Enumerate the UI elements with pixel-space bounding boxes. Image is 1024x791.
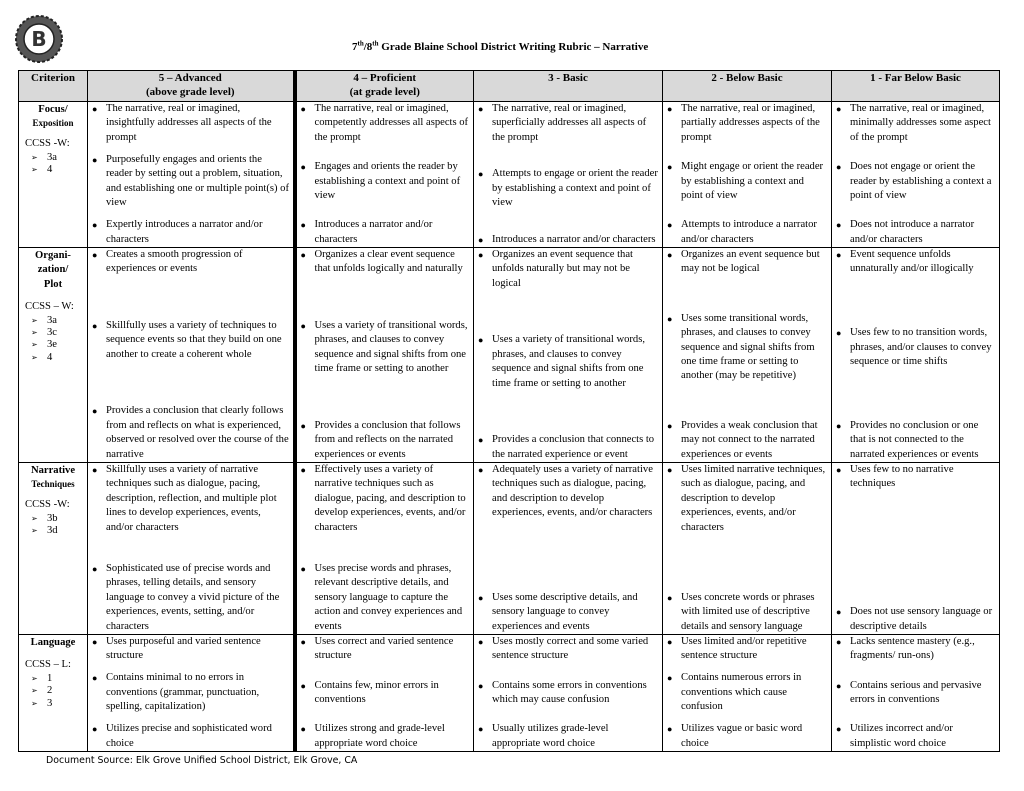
descriptor-text: The narrative, real or imagined, superficially addresses all aspects of the prompt [492,103,647,143]
descriptor-text: Skillfully uses a variety of narrative techniques such as dialogue, pacing, description, reflection, and multiple plot lines to develop experiences, events, and/or characters [106,464,277,533]
bullet-icon: ● [478,680,484,691]
descriptor-cell [474,248,663,463]
descriptor-bullet [663,419,831,462]
descriptor-text: Skillfully uses a variety of techniques to sequence events so that they build on one another to create a coherent whole [106,319,282,360]
standard-item: ➢ 3 [31,697,53,709]
bullet-icon: ● [92,104,98,114]
descriptor-bullet [297,218,474,247]
descriptor-cell [474,102,663,248]
descriptor-bullet [297,419,474,462]
descriptor-text: The narrative, real or imagined, partially addresses aspects of the prompt [681,103,820,143]
descriptor-text: Uses few to no narrative techniques [850,464,954,490]
standard-item: ➢ 2 [31,685,53,697]
bullet-icon: ● [300,320,306,331]
arrow-bullet-icon: ➢ [31,340,38,350]
bullet-icon: ● [478,637,484,647]
bullet-icon: ● [478,465,484,475]
standard-item: ➢ 3b [31,512,58,524]
bullet-icon: ● [92,220,98,231]
descriptor-bullet [88,102,293,145]
bullet-icon: ● [667,313,673,324]
arrow-bullet-icon: ➢ [31,328,38,338]
header-cell: 5 – Advanced (above grade level) [88,71,295,102]
descriptor-bullet [832,679,999,708]
descriptor-bullet [663,463,831,535]
descriptor-cell [663,102,832,248]
descriptor-text: Sophisticated use of precise words and phrases, telling details, and sensory language to convey a vivid picture of the experiences, events, setting, and/or characters [106,562,280,632]
descriptor-bullet [474,591,662,634]
bullet-icon: ● [92,250,98,260]
header-cell: 4 – Proficient (at grade level) [295,71,474,102]
descriptor-text: The narrative, real or imagined, minimally addresses some aspect of the prompt [850,103,991,143]
ccss-label: CCSS -W: [25,138,70,150]
rubric-row [19,102,1000,248]
descriptor-bullet [832,160,999,203]
descriptor-text: Uses limited narrative techniques, such as dialogue, pacing, and description to develop experiences, events, and/or characters [681,464,826,533]
descriptor-text: Provides a conclusion that connects to the narrated experience or event [492,434,655,460]
descriptor-bullet [88,248,293,277]
descriptor-bullet [474,248,662,291]
bullet-icon: ● [300,104,306,114]
descriptor-text: Contains few, minor errors in conventions [314,679,439,705]
descriptor-bullet [663,722,831,751]
standards-list [19,315,87,365]
descriptor-text: Effectively uses a variety of narrative techniques such as dialogue, pacing, and description to develop experiences, events, and/or characters [314,464,466,533]
descriptor-cell [663,463,832,635]
bullet-icon: ● [836,328,842,339]
header-cell: Criterion [19,71,88,102]
bullet-icon: ● [92,563,98,574]
descriptor-text: Lacks sentence mastery (e.g., fragments/ run-ons) [850,636,975,662]
descriptor-text: The narrative, real or imagined, insightfully addresses all aspects of the prompt [106,103,272,143]
descriptor-cell [295,463,474,635]
standards-list [19,673,87,710]
descriptor-cell [832,248,1000,463]
descriptor-bullet [474,102,662,145]
descriptor-text: Utilizes strong and grade-level appropriate word choice [314,723,445,749]
descriptor-cell [295,635,474,752]
descriptor-cell [663,635,832,752]
descriptor-bullet [663,635,831,664]
descriptor-text: Utilizes vague or basic word choice [681,723,803,749]
criterion-cell [19,102,88,248]
descriptor-text: Introduces a narrator and/or characters [314,219,433,245]
descriptor-bullet [88,463,293,535]
descriptor-bullet [832,463,999,492]
descriptor-text: Attempts to introduce a narrator and/or characters [681,219,817,245]
descriptor-text: Uses precise words and phrases, relevant descriptive details, and sensory language to capture the action and convey experiences and events [314,562,463,632]
bullet-icon: ● [667,250,673,260]
descriptor-text: Organizes a clear event sequence that unfolds logically and naturally [314,249,463,275]
page-title: 7th/8th Grade Blaine School District Writing Rubric – Narrative [352,39,649,53]
descriptor-bullet [88,319,293,362]
bullet-icon: ● [300,465,306,475]
descriptor-text: Contains minimal to no errors in conventions (grammar, punctuation, spelling, capitalization) [106,672,260,713]
criterion-name: Organi-zation/ Plot [35,250,71,290]
descriptor-bullet [832,218,999,247]
standard-item: ➢ 3a [31,314,57,326]
arrow-bullet-icon: ➢ [31,686,38,696]
descriptor-cell [88,248,295,463]
descriptor-text: Uses few to no transition words, phrases, and/or clauses to convey sequence or time shifts [850,327,992,367]
descriptor-text: Adequately uses a variety of narrative techniques such as dialogue, pacing, and description to develop experiences, events, and/or characters [492,464,653,519]
descriptor-text: Does not engage or orient the reader by establishing a context a point of view [850,161,992,201]
bullet-icon: ● [92,673,98,684]
criterion-name: Language [30,637,76,648]
bullet-icon: ● [478,250,484,260]
descriptor-bullet [663,671,831,714]
bullet-icon: ● [836,680,842,691]
bullet-icon: ● [836,162,842,173]
descriptor-bullet [297,463,474,535]
rubric-table [18,70,1000,752]
arrow-bullet-icon: ➢ [31,315,38,325]
descriptor-cell [474,463,663,635]
descriptor-text: Does not introduce a narrator and/or characters [850,219,975,245]
descriptor-bullet [832,635,999,664]
bullet-icon: ● [478,435,484,446]
descriptor-text: Might engage or orient the reader by establishing a context and point of view [681,161,824,201]
descriptor-text: Contains some errors in conventions which may cause confusion [492,679,647,705]
descriptor-cell [295,102,474,248]
descriptor-bullet [663,160,831,203]
bullet-icon: ● [836,250,842,260]
bullet-icon: ● [92,406,98,417]
rubric-row [19,463,1000,635]
bullet-icon: ● [667,637,673,647]
standards-list [19,152,87,177]
bullet-icon: ● [667,162,673,173]
descriptor-text: Event sequence unfolds unnaturally and/or illogically [850,249,974,275]
descriptor-text: Uses mostly correct and some varied sentence structure [492,636,649,662]
descriptor-text: Uses some transitional words, phrases, and clauses to convey sequence and signal shifts from one time frame or setting to another (may be repetitive) [681,312,815,382]
descriptor-bullet [474,333,662,391]
descriptor-bullet [297,160,474,203]
bullet-icon: ● [667,592,673,603]
standard-item: ➢ 3d [31,525,58,537]
arrow-bullet-icon: ➢ [31,165,38,175]
district-logo [14,14,64,64]
rubric-row [19,248,1000,463]
bullet-icon: ● [478,335,484,346]
descriptor-bullet [88,562,293,634]
descriptor-cell [295,248,474,463]
bullet-icon: ● [300,637,306,647]
descriptor-bullet [297,722,474,751]
bullet-icon: ● [300,250,306,260]
bullet-icon: ● [92,724,98,735]
descriptor-text: Utilizes precise and sophisticated word choice [106,723,272,749]
arrow-bullet-icon: ➢ [31,673,38,683]
arrow-bullet-icon: ➢ [31,152,38,162]
document-source: Document Source: Elk Grove Unified School District, Elk Grove, CA [46,755,358,766]
descriptor-text: Uses a variety of transitional words, phrases, and clauses to convey sequence and signal shifts from one time frame or setting to another [492,334,645,389]
arrow-bullet-icon: ➢ [31,526,38,536]
bullet-icon: ● [300,162,306,173]
descriptor-cell [88,635,295,752]
descriptor-text: Uses limited and/or repetitive sentence structure [681,636,807,662]
bullet-icon: ● [300,220,306,231]
header-cell: 1 - Far Below Basic [832,71,1000,102]
criterion-cell [19,248,88,463]
descriptor-bullet [297,635,474,664]
descriptor-bullet [663,218,831,247]
descriptor-text: Purposefully engages and orients the reader by setting out a problem, situation, and establishing one or multiple point(s) of view [106,153,290,209]
descriptor-bullet [474,679,662,708]
standard-item: ➢ 4 [31,351,53,363]
descriptor-bullet [474,433,662,462]
bullet-icon: ● [667,465,673,475]
standard-item: ➢ 3e [31,339,57,351]
header-cell: 2 - Below Basic [663,71,832,102]
descriptor-bullet [88,635,293,664]
descriptor-text: Provides no conclusion or one that is not connected to the narrated experiences or events [850,419,979,460]
descriptor-cell [832,463,1000,635]
descriptor-bullet [474,635,662,664]
descriptor-text: Contains serious and pervasive errors in conventions [850,679,982,705]
bullet-icon: ● [92,637,98,647]
descriptor-bullet [88,722,293,751]
descriptor-text: Organizes an event sequence that unfolds naturally but may not be logical [492,249,633,289]
descriptor-cell [832,102,1000,248]
descriptor-text: Does not use sensory language or descriptive details [850,606,993,632]
descriptor-bullet [297,562,474,634]
descriptor-cell [88,463,295,635]
criterion-cell [19,463,88,635]
standard-item: ➢ 1 [31,672,53,684]
bullet-icon: ● [478,234,484,245]
ccss-label: CCSS -W: [25,499,70,511]
descriptor-bullet [663,102,831,145]
descriptor-text: Attempts to engage or orient the reader by establishing a context and point of view [492,168,658,209]
bullet-icon: ● [300,563,306,574]
criterion-cell [19,635,88,752]
descriptor-text: Engages and orients the reader by establishing a context and point of view [314,161,461,201]
descriptor-bullet [88,153,293,211]
standard-item: ➢ 3a [31,151,57,163]
bullet-icon: ● [836,465,842,475]
rubric-header-row [19,71,1000,102]
logo-letter: B [31,27,47,51]
descriptor-bullet [663,312,831,384]
standard-item: ➢ 4 [31,164,53,176]
descriptor-bullet [832,722,999,751]
descriptor-text: Expertly introduces a narrator and/or characters [106,219,263,245]
arrow-bullet-icon: ➢ [31,352,38,362]
descriptor-text: The narrative, real or imagined, competently addresses all aspects of the prompt [314,103,469,143]
bullet-icon: ● [478,169,484,180]
descriptor-bullet [663,591,831,634]
descriptor-bullet [474,463,662,521]
descriptor-bullet [474,167,662,210]
descriptor-cell [88,102,295,248]
criterion-name: Focus/ [38,104,68,115]
ccss-label: CCSS – W: [25,301,74,313]
descriptor-text: Provides a conclusion that clearly follows from and reflects on what is experienced, observed or resolved over the course of the narrative [106,405,289,460]
arrow-bullet-icon: ➢ [31,513,38,523]
bullet-icon: ● [667,420,673,431]
descriptor-text: Organizes an event sequence but may not be logical [681,249,820,275]
bullet-icon: ● [478,104,484,114]
criterion-subtitle: Techniques [31,479,75,490]
descriptor-text: Provides a conclusion that follows from and reflects on the narrated experiences or events [314,419,461,460]
descriptor-cell [663,248,832,463]
bullet-icon: ● [836,220,842,231]
header-cell: 3 - Basic [474,71,663,102]
bullet-icon: ● [667,673,673,684]
descriptor-bullet [663,248,831,277]
bullet-icon: ● [667,104,673,114]
descriptor-bullet [297,102,474,145]
descriptor-bullet [474,233,662,247]
standard-item: ➢ 3c [31,327,57,339]
criterion-name: Narrative [30,465,76,476]
descriptor-text: Uses some descriptive details, and sensory language to convey experiences and events [492,591,638,632]
bullet-icon: ● [836,607,842,618]
bullet-icon: ● [478,592,484,603]
descriptor-text: Creates a smooth progression of experiences or events [106,249,243,275]
descriptor-bullet [88,671,293,714]
descriptor-cell [832,635,1000,752]
bullet-icon: ● [836,104,842,114]
bullet-icon: ● [300,420,306,431]
descriptor-bullet [832,326,999,369]
bullet-icon: ● [92,154,98,165]
standards-list [19,513,87,538]
descriptor-text: Uses a variety of transitional words, phrases, and clauses to convey sequence and signal shifts from one time frame or setting to another [314,319,468,375]
bullet-icon: ● [836,724,842,735]
bullet-icon: ● [836,420,842,431]
descriptor-bullet [88,404,293,462]
bullet-icon: ● [667,724,673,735]
bullet-icon: ● [478,724,484,735]
bullet-icon: ● [300,680,306,691]
descriptor-bullet [88,218,293,247]
descriptor-bullet [832,102,999,145]
bullet-icon: ● [92,465,98,475]
descriptor-text: Uses concrete words or phrases with limited use of descriptive details and sensory language [681,591,815,632]
criterion-subtitle: Exposition [32,118,74,129]
descriptor-text: Usually utilizes grade-level appropriate word choice [492,723,609,749]
rubric-row [19,635,1000,752]
arrow-bullet-icon: ➢ [31,698,38,708]
descriptor-bullet [474,722,662,751]
descriptor-bullet [832,419,999,462]
descriptor-bullet [832,605,999,634]
descriptor-bullet [297,319,474,377]
descriptor-bullet [297,248,474,277]
descriptor-text: Contains numerous errors in conventions which cause confusion [681,672,802,713]
bullet-icon: ● [667,220,673,231]
descriptor-bullet [297,679,474,708]
ccss-label: CCSS – L: [25,659,71,671]
bullet-icon: ● [836,637,842,647]
bullet-icon: ● [92,320,98,331]
bullet-icon: ● [300,724,306,735]
descriptor-text: Introduces a narrator and/or characters [492,233,656,245]
descriptor-text: Uses purposeful and varied sentence structure [106,636,261,662]
descriptor-text: Uses correct and varied sentence structure [314,636,454,662]
descriptor-bullet [832,248,999,277]
descriptor-cell [474,635,663,752]
descriptor-text: Provides a weak conclusion that may not connect to the narrated experiences or events [681,419,818,460]
descriptor-text: Utilizes incorrect and/or simplistic word choice [850,723,953,749]
